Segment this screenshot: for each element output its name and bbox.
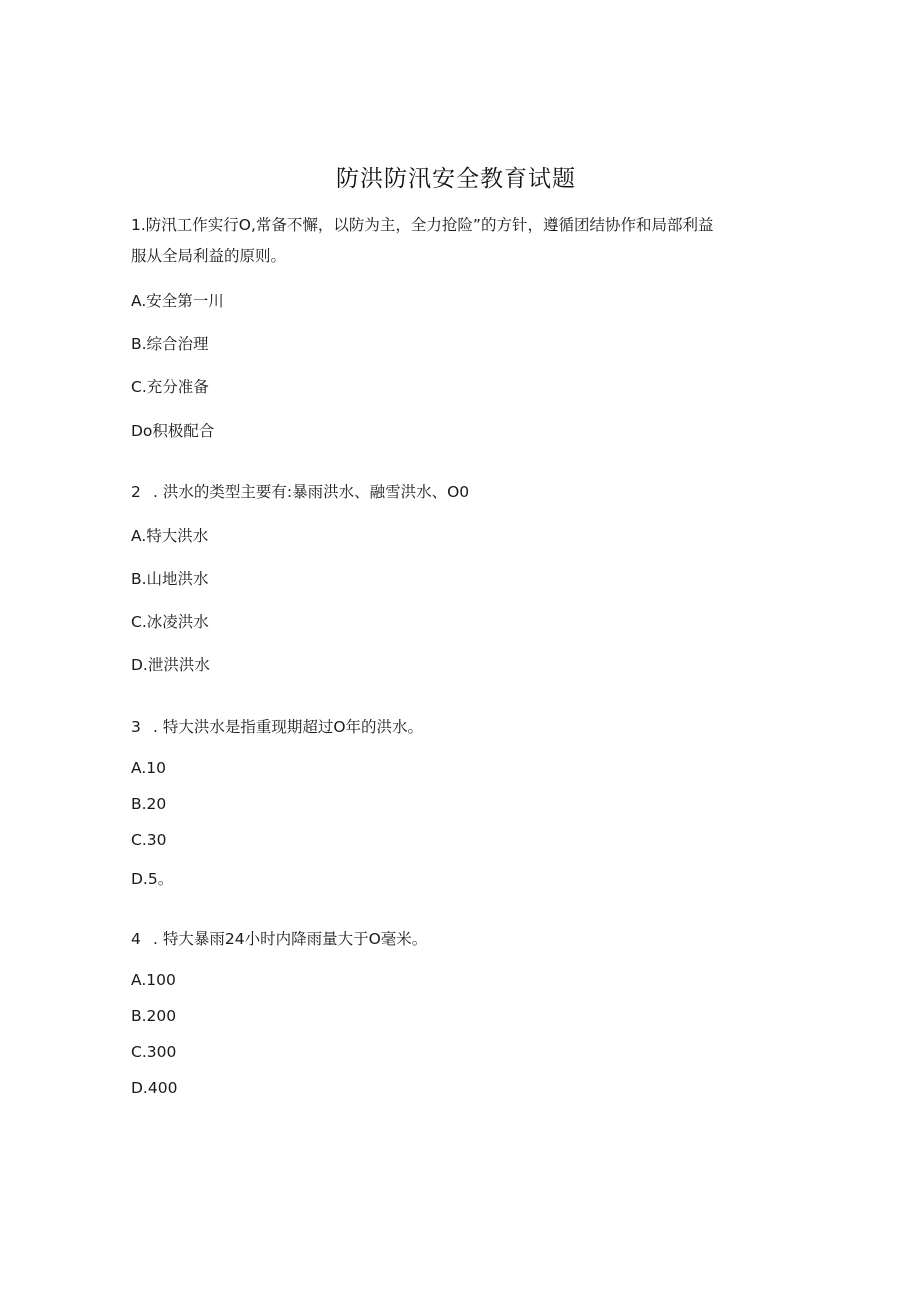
- question-1-stem-line-1: 1.防汛工作实行O,常备不懈，以防为主，全力抢险”的方针，遵循团结协作和局部利益: [131, 216, 714, 234]
- question-3-stem: [131, 717, 423, 737]
- question-3-number: 3: [131, 718, 141, 736]
- question-4-option-a: A.100: [131, 971, 176, 989]
- question-1-option-b: B.综合治理: [131, 335, 209, 353]
- question-1-option-c: C.充分准备: [131, 378, 209, 396]
- question-2-option-c: C.冰凌洪水: [131, 613, 209, 631]
- question-3-option-b: B.20: [131, 795, 167, 813]
- question-4-option-d: D.400: [131, 1079, 178, 1097]
- question-4-text: . 特大暴雨24小时内降雨量大于O毫米。: [153, 930, 428, 948]
- question-3-option-d: D.5。: [131, 870, 174, 888]
- question-4-number: 4: [131, 930, 141, 948]
- question-2-number: 2: [131, 483, 141, 501]
- question-3-option-c: C.30: [131, 831, 167, 849]
- question-2-option-a: A.特大洪水: [131, 527, 209, 545]
- question-2-stem: [131, 482, 469, 502]
- question-1-stem-line-2: 服从全局利益的原则。: [131, 247, 287, 265]
- document-title: 防洪防汛安全教育试题: [336, 166, 576, 192]
- question-4-option-b: B.200: [131, 1007, 177, 1025]
- question-3-text: . 特大洪水是指重现期超过O年的洪水。: [153, 718, 424, 736]
- question-2-option-d: D.泄洪洪水: [131, 656, 210, 674]
- question-1-option-a: A.安全第一川: [131, 292, 224, 310]
- question-3-option-a: A.10: [131, 759, 166, 777]
- question-4-option-c: C.300: [131, 1043, 177, 1061]
- question-2-option-b: B.山地洪水: [131, 570, 209, 588]
- question-4-stem: [131, 929, 427, 949]
- question-1-option-d: Do积极配合: [131, 422, 215, 440]
- question-2-text: . 洪水的类型主要有:暴雨洪水、融雪洪水、O0: [153, 483, 470, 501]
